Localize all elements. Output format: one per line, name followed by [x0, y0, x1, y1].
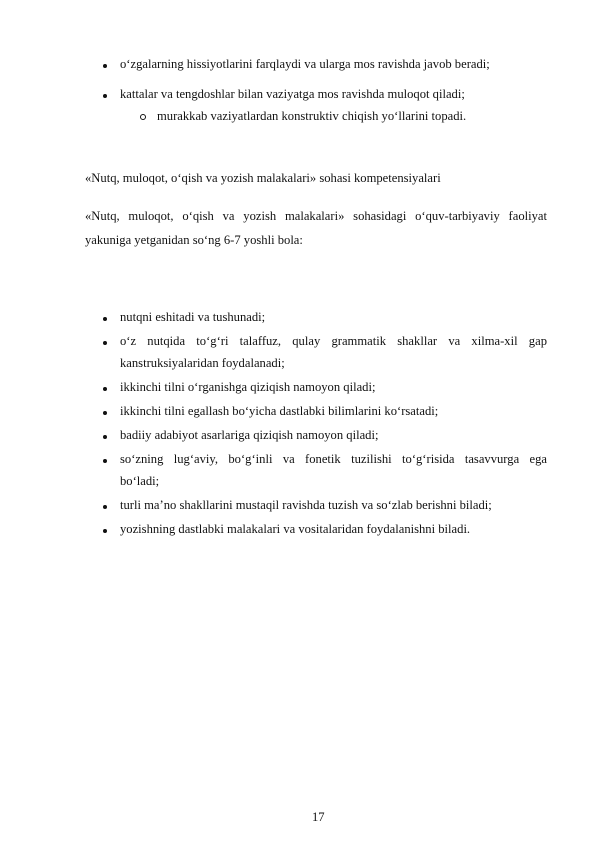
list-item: yozishning dastlabki malakalari va vositalaridan foydalanishni biladi.: [120, 522, 471, 536]
bullet-icon: [103, 341, 107, 345]
list-item: o‘z nutqida to‘g‘ri talaffuz, qulay grammatik shakllar va xilma-xil gap: [120, 334, 547, 348]
list-item: ikkinchi tilni egallash bo‘yicha dastlabki bilimlarini ko‘rsatadi;: [120, 404, 439, 418]
sub-list-item: murakkab vaziyatlardan konstruktiv chiqish yo‘llarini topadi.: [157, 109, 467, 123]
bullet-icon: [103, 529, 107, 533]
list-item: o‘zgalarning hissiyotlarini farqlaydi va ularga mos ravishda javob beradi;: [120, 57, 490, 71]
list-item: nutqni eshitadi va tushunadi;: [120, 310, 266, 324]
bullet-icon: [103, 505, 107, 509]
circle-bullet-icon: [140, 114, 146, 120]
list-item: ikkinchi tilni o‘rganishga qiziqish namoyon qiladi;: [120, 380, 376, 394]
list-item-continuation: bo‘ladi;: [120, 474, 160, 488]
bullet-icon: [103, 435, 107, 439]
bullet-icon: [103, 94, 107, 98]
page-number: 17: [312, 810, 325, 824]
list-item: kattalar va tengdoshlar bilan vaziyatga mos ravishda muloqot qiladi;: [120, 87, 465, 101]
list-item: badiiy adabiyot asarlariga qiziqish namoyon qiladi;: [120, 428, 379, 442]
bullet-icon: [103, 64, 107, 68]
bullet-icon: [103, 411, 107, 415]
list-item: so‘zning lug‘aviy, bo‘g‘inli va fonetik tuzilishi to‘g‘risida tasavvurga ega: [120, 452, 547, 466]
intro-line-1: «Nutq, muloqot, o‘qish va yozish malakalari» sohasidagi o‘quv-tarbiyaviy faoliyat: [85, 209, 547, 223]
section-heading: «Nutq, muloqot, o‘qish va yozish malakalari» sohasi kompetensiyalari: [85, 171, 441, 185]
bullet-icon: [103, 317, 107, 321]
list-item-continuation: kanstruksiyalaridan foydalanadi;: [120, 356, 285, 370]
bullet-icon: [103, 459, 107, 463]
list-item: turli ma’no shakllarini mustaqil ravishda tuzish va so‘zlab berishni biladi;: [120, 498, 492, 512]
bullet-icon: [103, 387, 107, 391]
intro-line-2: yakuniga yetganidan so‘ng 6-7 yoshli bola:: [85, 233, 303, 247]
